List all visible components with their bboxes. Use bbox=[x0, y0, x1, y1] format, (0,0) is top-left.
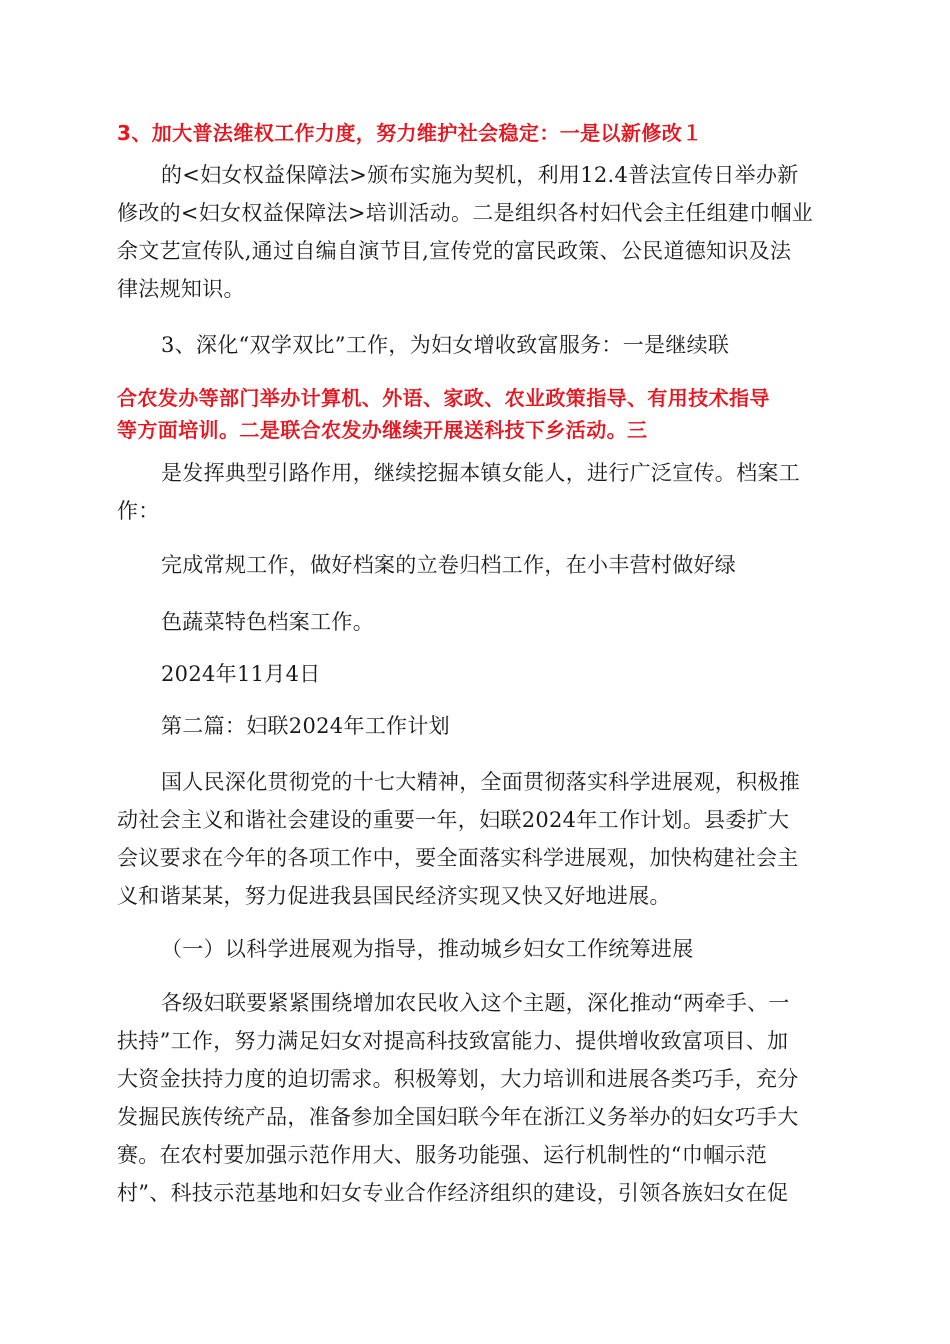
text-line: 动社会主义和谐社会建设的重要一年，妇联2024年工作计划。县委扩大 bbox=[117, 808, 790, 832]
subheading-text: （一）以科学进展观为指导，推动城乡妇女工作统筹进展 bbox=[161, 937, 694, 961]
text-line: 修改的<妇女权益保障法>培训活动。二是组织各村妇代会主任组建巾帼业 bbox=[117, 201, 814, 225]
paragraph-publicity bbox=[117, 454, 837, 530]
paragraph-archives bbox=[117, 546, 837, 584]
date-line bbox=[117, 655, 837, 693]
text-line: 义和谐某某，努力促进我县国民经济实现又快又好地进展。 bbox=[117, 884, 671, 908]
paragraph-legal-rights bbox=[117, 156, 837, 308]
text-line: 余文艺宣传队,通过自编自演节目,宣传党的富民政策、公民道德知识及法 bbox=[117, 239, 792, 263]
text-line: 完成常规工作，做好档案的立卷归档工作，在小丰营村做好绿 bbox=[161, 553, 737, 577]
text-line: 大资金扶持力度的迫切需求。积极筹划，大力培训和进展各类巧手，充分 bbox=[117, 1067, 799, 1091]
text-line: 扶持”工作，努力满足妇女对提高科技致富能力、提供增收致富项目、加 bbox=[117, 1029, 789, 1053]
text-line: 发掘民族传统产品，准备参加全国妇联今年在浙江义务举办的妇女巧手大 bbox=[117, 1105, 799, 1129]
text-line: 是发挥典型引路作用，继续挖掘本镇女能人，进行广泛宣传。档案工 bbox=[161, 461, 800, 485]
text-line: 会议要求在今年的各项工作中，要全面落实科学进展观，加快构建社会主 bbox=[117, 846, 799, 870]
text-line: 合农发办等部门举办计算机、外语、家政、农业政策指导、有用技术指导 bbox=[117, 386, 770, 410]
paragraph-intro bbox=[117, 763, 837, 915]
paragraph-rural-women bbox=[117, 984, 837, 1212]
heading-training bbox=[117, 382, 837, 446]
text-line: 的<妇女权益保障法>颁布实施为契机，利用12.4普法宣传日举办新 bbox=[161, 163, 799, 187]
heading-legal-rights: 3、加大普法维权工作力度，努力维护社会稳定：一是以新修改１ bbox=[117, 121, 703, 145]
text-line: 各级妇联要紧紧围绕增加农民收入这个主题，深化推动“两牵手、一 bbox=[161, 991, 790, 1015]
document-date: 2024年11月4日 bbox=[161, 662, 321, 686]
text-line: 律法规知识。 bbox=[117, 277, 245, 301]
text-line: 色蔬菜特色档案工作。 bbox=[161, 610, 374, 634]
text-line: 等方面培训。二是联合农发办继续开展送科技下乡活动。三 bbox=[117, 418, 648, 442]
paragraph-double-learning bbox=[117, 326, 837, 364]
text-line: 村”、科技示范基地和妇女专业合作经济组织的建设，引领各族妇女在促 bbox=[117, 1181, 789, 1205]
subheading bbox=[117, 930, 837, 968]
section-title-text: 第二篇：妇联2024年工作计划 bbox=[161, 714, 450, 738]
text-line: 赛。在农村要加强示范作用大、服务功能强、运行机制性的“巾帼示范 bbox=[117, 1143, 768, 1167]
text-line: 作： bbox=[117, 499, 160, 523]
text-line: 国人民深化贯彻党的十七大精神，全面贯彻落实科学进展观，积极推 bbox=[161, 770, 800, 794]
section-title bbox=[117, 707, 837, 745]
text-line: 3、深化“双学双比”工作，为妇女增收致富服务：一是继续联 bbox=[161, 333, 730, 357]
paragraph-archives-cont bbox=[117, 603, 837, 641]
